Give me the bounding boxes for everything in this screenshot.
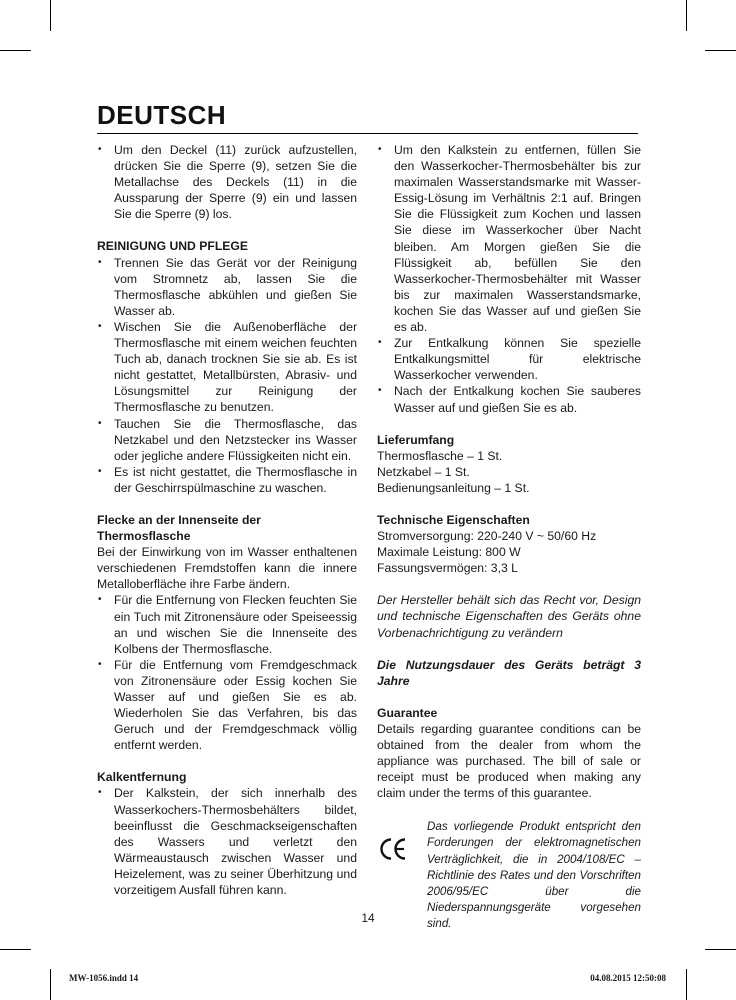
crop-mark bbox=[0, 949, 31, 950]
section-heading-descaling: Kalkentfernung bbox=[97, 770, 187, 785]
stains-paragraph: Bei der Einwirkung von im Wasser enthaltenen verschiedenen Fremdstoffen kann die innere Metalloberfläche ihre Farbe ändern. bbox=[97, 545, 357, 592]
lifetime-note: Die Nutzungsdauer des Geräts beträgt 3 Jahre bbox=[377, 657, 641, 688]
guarantee-paragraph: Details regarding guarantee conditions can be obtained from the dealer from whom the appliance was purchased. The bill of sale or receipt must be produced when making any claim under the terms of this guarantee. bbox=[377, 721, 641, 801]
stains-list bbox=[97, 592, 357, 753]
spec-line: Maximale Leistung: 800 W bbox=[377, 545, 521, 560]
header-rule bbox=[97, 133, 638, 134]
list-item: • Um den Deckel (11) zurück aufzustellen, drücken Sie die Sperre (9), setzen Sie die Metallachse des Deckels (11) in die Aussparung der Sperre (9) ein und lassen Sie die Sperre (9) los. bbox=[97, 142, 357, 222]
delivery-line: Netzkabel – 1 St. bbox=[377, 464, 470, 479]
crop-mark bbox=[0, 50, 31, 51]
list-item: • Für die Entfernung vom Fremdgeschmack von Zitronensäure oder Essig kochen Sie Wasser auf und gießen Sie es ab. Wiederholen Sie das Verfahren, bis das Geruch und der Fremdgeschmack völlig entfernt werden. bbox=[97, 657, 357, 754]
crop-mark bbox=[705, 50, 736, 51]
cleaning-list bbox=[97, 255, 357, 496]
list-item: • Um den Kalkstein zu entfernen, füllen Sie den Wasserkocher-Thermosbehälter bis zur maximalen Wasserstandsmarke mit Wasser-Essig-Lösung im Verhältnis 2:1 auf. Bringen Sie die Flüssigkeit zum Kochen und lassen Sie diese im Wasserkocher über Nacht bleiben. Am Morgen gießen Sie die Flüssigkeit ab, befüllen Sie den Wasserkocher-Thermosbehälter mit Wasser bis zur maximalen Wasserstandsmarke, kochen Sie das Wasser auf und gießen Sie es ab. bbox=[377, 142, 641, 335]
descaling-list bbox=[97, 785, 357, 898]
section-heading-specs: Technische Eigenschaften bbox=[377, 512, 530, 527]
intro-list bbox=[97, 142, 357, 222]
list-item: • Für die Entfernung von Flecken feuchten Sie ein Tuch mit Zitronensäure oder Speiseessig an und wischen Sie die Innenseite des Kolbens der Thermosflasche. bbox=[97, 592, 357, 656]
section-heading-delivery: Lieferumfang bbox=[377, 432, 455, 447]
crop-mark bbox=[50, 0, 51, 31]
ce-conformity-text: Das vorliegende Produkt entspricht den Forderungen der elektromagnetischen Verträglichkeit, die in 2004/108/EC – Richtlinie des Rates und den Vorschriften 2006/95/EC über die Niederspannungsgeräte vorgesehen sind. bbox=[427, 820, 641, 930]
section-heading-guarantee: Guarantee bbox=[377, 705, 438, 720]
footer-file-name: MW-1056.indd 14 bbox=[69, 973, 139, 983]
section-heading-stains: Flecke an der Innenseite der Thermosflasche bbox=[97, 512, 261, 544]
section-heading-cleaning: REINIGUNG UND PFLEGE bbox=[97, 239, 248, 254]
list-item: • Wischen Sie die Außenoberfläche der Thermosflasche mit einem weichen feuchten Tuch ab, danach trocknen Sie sie ab. Es ist nicht gestattet, Metallbürsten, Abrasiv- und Lösungsmittel zur Reinigung der Thermosflasche zu benutzen. bbox=[97, 319, 357, 416]
right-column bbox=[377, 142, 641, 930]
list-item: • Trennen Sie das Gerät vor der Reinigung vom Stromnetz ab, lassen Sie die Thermosflasche abkühlen und gießen Sie Wasser ab. bbox=[97, 255, 357, 319]
footer-timestamp: 04.08.2015 12:50:08 bbox=[590, 973, 666, 983]
crop-mark bbox=[50, 969, 51, 1000]
delivery-line: Bedienungsanleitung – 1 St. bbox=[377, 480, 530, 495]
list-item: • Nach der Entkalkung kochen Sie sauberes Wasser auf und gießen Sie es ab. bbox=[377, 383, 641, 415]
disclaimer: Der Hersteller behält sich das Recht vor, Design und technische Eigenschaften des Geräts ohne Vorbenachrichtigung zu verändern bbox=[377, 593, 641, 640]
spec-line: Fassungsvermögen: 3,3 L bbox=[377, 561, 518, 576]
crop-mark bbox=[686, 969, 687, 1000]
ce-block bbox=[377, 819, 641, 930]
list-item: • Es ist nicht gestattet, die Thermosflasche in der Geschirrspülmaschine zu waschen. bbox=[97, 464, 357, 496]
list-item: • Zur Entkalkung können Sie spezielle Entkalkungsmittel für elektrische Wasserkocher verwenden. bbox=[377, 335, 641, 383]
page-number: 14 bbox=[361, 911, 375, 925]
list-item: • Der Kalkstein, der sich innerhalb des Wasserkochers-Thermosbehälters bildet, beeinflusst die Geschmackseigenschaften des Wassers und verletzt den Wärmeaustausch zwischen Wasser und Heizelement, was zu seiner Überhitzung und vorzeitigem Ausfall führen kann. bbox=[97, 785, 357, 898]
page-title: DEUTSCH bbox=[97, 100, 227, 130]
delivery-line: Thermosflasche – 1 St. bbox=[377, 448, 503, 463]
list-item: • Tauchen Sie die Thermosflasche, das Netzkabel und den Netzstecker ins Wasser oder jegliche andere Flüssigkeiten nicht ein. bbox=[97, 416, 357, 464]
crop-mark bbox=[686, 0, 687, 31]
spec-line: Stromversorgung: 220-240 V ~ 50/60 Hz bbox=[377, 529, 597, 544]
descaling-continued-list bbox=[377, 142, 641, 416]
crop-mark bbox=[705, 949, 736, 950]
ce-mark-icon bbox=[379, 837, 407, 861]
left-column bbox=[97, 142, 357, 898]
